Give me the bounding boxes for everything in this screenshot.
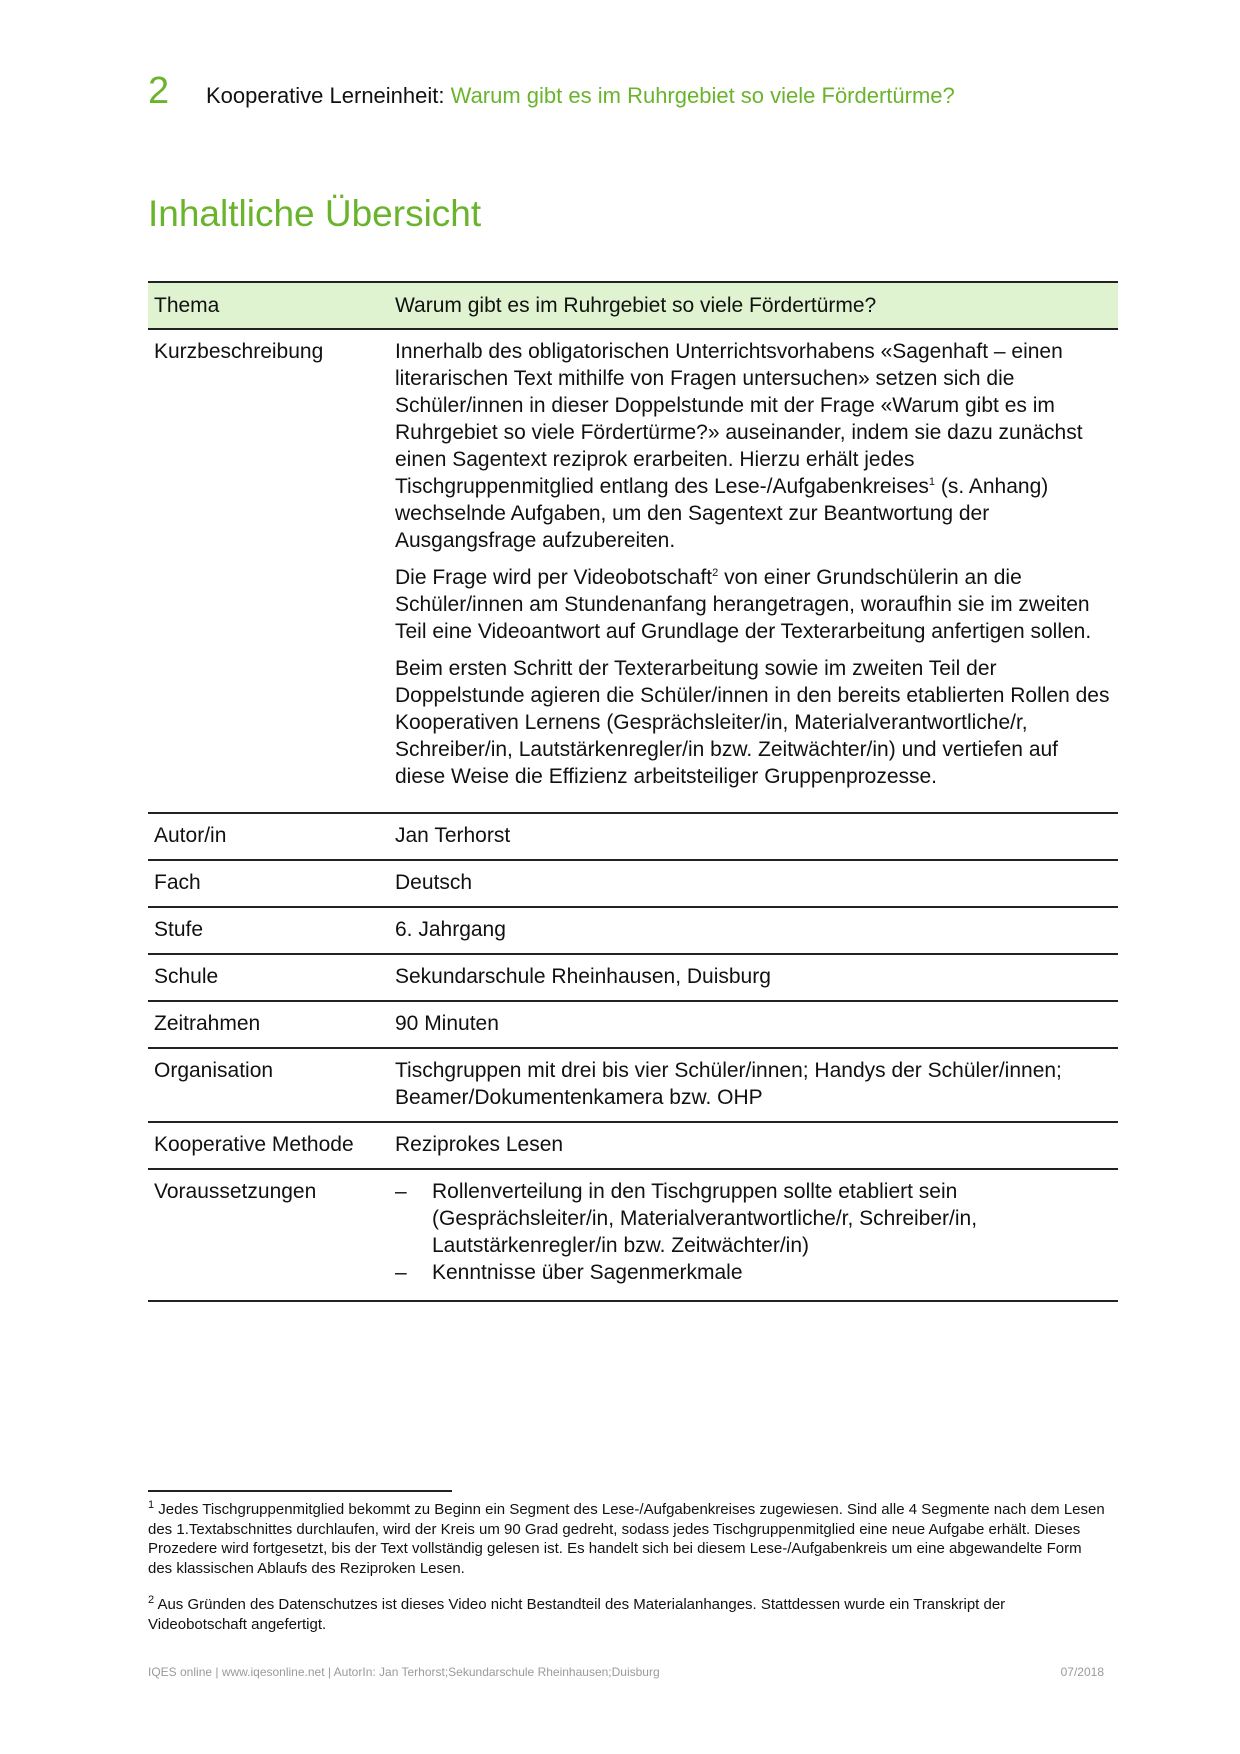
- row-label: Stufe: [148, 907, 385, 954]
- text: von einer Grundschülerin an die Schüler/innen am Stundenanfang herangetragen, woraufhin sie im zweiten Teil eine Videoantwort auf Grundlage der Texterarbeitung anfertigen sollen.: [395, 566, 1092, 643]
- page-number: 2: [148, 70, 170, 112]
- row-value: Sekundarschule Rheinhausen, Duisburg: [385, 954, 1118, 1001]
- text: Innerhalb des obligatorischen Unterrichtsvorhabens «Sagenhaft – einen literarischen Text mithilfe von Fragen untersuchen» setzen sich die Schüler/innen in dieser Doppelstunde mit der Frage «Warum gibt es im Ruhrgebiet so viele Fördertürme?» auseinander, indem sie dazu zunächst einen Sagentext reziprok erarbeiten. Hierzu erhält jedes Tischgruppenmitglied entlang des Lese-/Aufgabenkreises: [395, 340, 1083, 498]
- table-row-kurzbeschreibung: [148, 329, 1118, 813]
- row-label: Zeitrahmen: [148, 1001, 385, 1048]
- row-value: [385, 329, 1118, 813]
- row-label: Autor/in: [148, 813, 385, 860]
- footnote-2: [148, 1595, 1108, 1634]
- header-prefix: Kooperative Lerneinheit:: [206, 83, 445, 108]
- list-item: – Kenntnisse über Sagenmerkmale: [395, 1259, 1112, 1286]
- page-header: [148, 72, 955, 110]
- table-row-stufe: [148, 907, 1118, 954]
- row-label: Schule: [148, 954, 385, 1001]
- row-value: [385, 1169, 1118, 1301]
- row-label: Organisation: [148, 1048, 385, 1122]
- table-row-schule: [148, 954, 1118, 1001]
- description-paragraph-1: [395, 338, 1112, 554]
- footnote-separator: [148, 1490, 452, 1492]
- text: (s. Anhang) wechselnde Aufgaben, um den Sagentext zur Beantwortung der Ausgangsfrage aufzubereiten.: [395, 475, 1049, 552]
- prerequisites-list: [395, 1178, 1112, 1286]
- row-label: Thema: [148, 282, 385, 329]
- section-title: Inhaltliche Übersicht: [148, 193, 482, 234]
- footnote-ref-2[interactable]: 2: [712, 567, 719, 579]
- footnote-mark: 1: [148, 1499, 155, 1511]
- description-paragraph-2: [395, 564, 1112, 645]
- row-value: Warum gibt es im Ruhrgebiet so viele Fördertürme?: [385, 282, 1118, 329]
- table-row-thema: [148, 282, 1118, 329]
- page-footer: [148, 1665, 1104, 1679]
- footnote-1: [148, 1500, 1108, 1578]
- row-label: Kooperative Methode: [148, 1122, 385, 1169]
- footer-date: 07/2018: [1060, 1665, 1104, 1679]
- table-row-voraussetzungen: [148, 1169, 1118, 1301]
- row-value: 90 Minuten: [385, 1001, 1118, 1048]
- list-item: – Rollenverteilung in den Tischgruppen sollte etabliert sein (Gesprächsleiter/in, Materialverantwortliche/r, Schreiber/in, Lautstärkenregler/in bzw. Zeitwächter/in): [395, 1178, 1112, 1259]
- row-label: Voraussetzungen: [148, 1169, 385, 1301]
- row-value: 6. Jahrgang: [385, 907, 1118, 954]
- table-row-fach: [148, 860, 1118, 907]
- table-row-organisation: [148, 1048, 1118, 1122]
- row-value: Tischgruppen mit drei bis vier Schüler/innen; Handys der Schüler/innen; Beamer/Dokumentenkamera bzw. OHP: [385, 1048, 1118, 1122]
- text: Die Frage wird per Videobotschaft: [395, 566, 713, 589]
- table-row-zeitrahmen: [148, 1001, 1118, 1048]
- footnote-text: Jedes Tischgruppenmitglied bekommt zu Beginn ein Segment des Lese-/Aufgabenkreises zugewiesen. Sind alle 4 Segmente nach dem Lesen des 1.Textabschnittes durchlaufen, wird der Kreis um 90 Grad gedreht, sodass jedes Tischgruppenmitglied eine neue Aufgabe erhält. Dieses Prozedere wird fortgesetzt, bis der Text vollständig gelesen ist. Es handelt sich bei diesem Lese-/Aufgabenkreis um eine abgewandelte Form des klassischen Ablaufs des Reziproken Lesen.: [148, 1501, 1105, 1577]
- row-label: Kurzbeschreibung: [148, 329, 385, 813]
- footer-source: IQES online | www.iqesonline.net | AutorIn: Jan Terhorst;Sekundarschule Rheinhausen;Duisburg: [148, 1665, 660, 1679]
- table-row-methode: [148, 1122, 1118, 1169]
- row-value: Reziprokes Lesen: [385, 1122, 1118, 1169]
- overview-table: [148, 281, 1118, 1302]
- row-value: Jan Terhorst: [385, 813, 1118, 860]
- footnote-ref-1[interactable]: 1: [928, 476, 936, 488]
- footnote-text: Aus Gründen des Datenschutzes ist dieses Video nicht Bestandteil des Materialanhanges. Stattdessen wurde ein Transkript der Videobotschaft angefertigt.: [148, 1596, 1006, 1633]
- row-label: Fach: [148, 860, 385, 907]
- row-value: Deutsch: [385, 860, 1118, 907]
- header-text: [206, 85, 955, 107]
- description-paragraph-3: Beim ersten Schritt der Texterarbeitung sowie im zweiten Teil der Doppelstunde agieren die Schüler/innen in den bereits etablierten Rollen des Kooperativen Lernens (Gesprächsleiter/in, Materialverantwortliche/r, Schreiber/in, Lautstärkenregler/in bzw. Zeitwächter/in) und vertiefen auf diese Weise die Effizienz arbeitsteiliger Gruppenprozesse.: [395, 657, 1110, 788]
- footnote-mark: 2: [148, 1594, 155, 1606]
- table-row-autor: [148, 813, 1118, 860]
- header-title: Warum gibt es im Ruhrgebiet so viele Fördertürme?: [450, 83, 955, 108]
- footnotes: [148, 1500, 1108, 1651]
